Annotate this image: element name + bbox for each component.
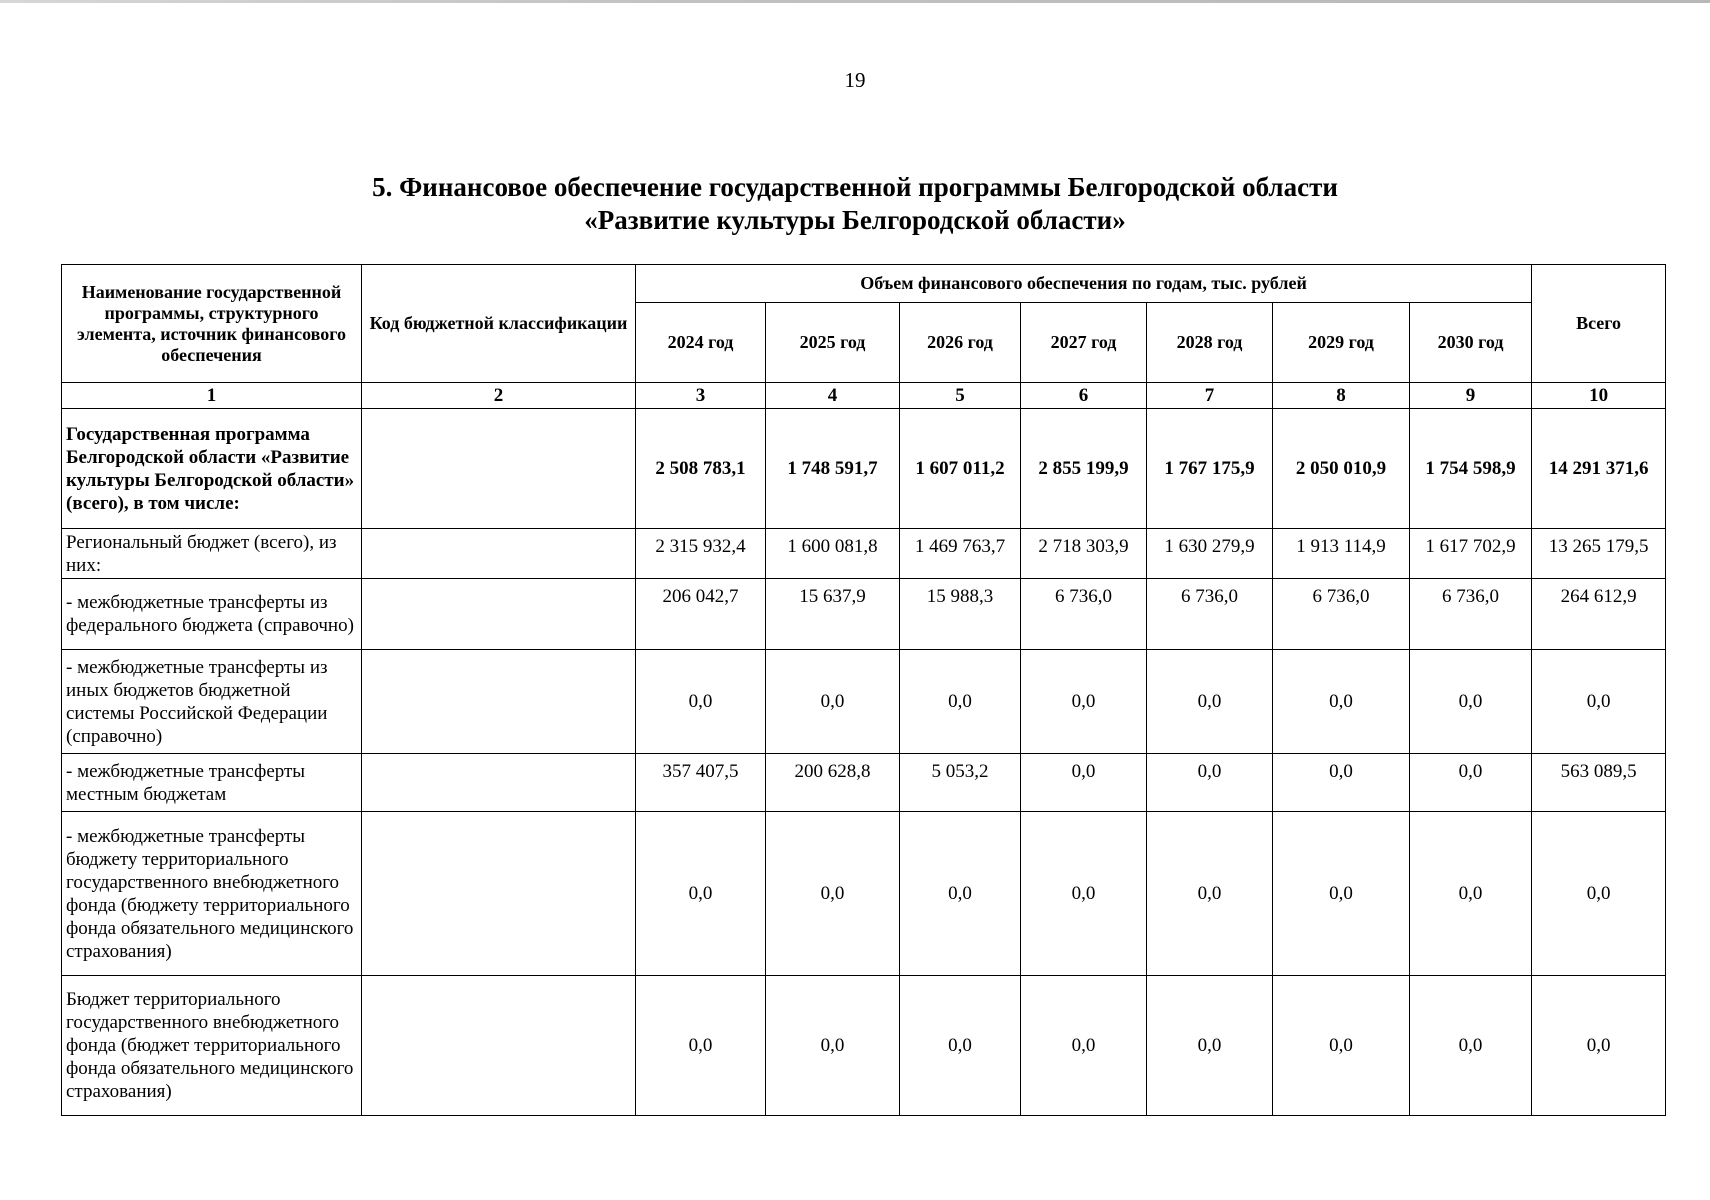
header-name-cell: Наименование государственной программы, структурного элемента, источник финансового обеспечения [62,265,362,383]
row-value-cell: 1 754 598,9 [1410,409,1532,529]
row-code-cell [362,579,636,650]
row-total-cell: 563 089,5 [1532,754,1666,812]
column-number-cell: 1 [62,383,362,409]
table-row [62,976,1666,1116]
row-name-cell: - межбюджетные трансферты из иных бюджетов бюджетной системы Российской Федерации (справочно) [62,650,362,754]
row-value-cell: 0,0 [1273,754,1410,812]
row-value-cell: 0,0 [1273,650,1410,754]
row-code-cell [362,976,636,1116]
row-value-cell: 0,0 [1147,754,1273,812]
column-number-cell: 7 [1147,383,1273,409]
table-row [62,529,1666,579]
row-code-cell [362,409,636,529]
header-year-cell: 2026 год [900,303,1021,383]
row-value-cell: 0,0 [900,812,1021,976]
row-total-cell: 0,0 [1532,650,1666,754]
row-total-cell: 0,0 [1532,812,1666,976]
financing-table [61,264,1666,1116]
row-code-cell [362,812,636,976]
row-value-cell: 2 718 303,9 [1021,529,1147,579]
row-value-cell: 1 617 702,9 [1410,529,1532,579]
row-value-cell: 200 628,8 [766,754,900,812]
row-value-cell: 0,0 [1021,650,1147,754]
row-value-cell: 0,0 [1410,976,1532,1116]
row-code-cell [362,529,636,579]
row-value-cell: 1 607 011,2 [900,409,1021,529]
row-value-cell: 15 988,3 [900,579,1021,650]
row-code-cell [362,754,636,812]
row-value-cell: 1 630 279,9 [1147,529,1273,579]
row-value-cell: 2 508 783,1 [636,409,766,529]
column-number-cell: 9 [1410,383,1532,409]
row-value-cell: 0,0 [766,976,900,1116]
row-value-cell: 6 736,0 [1021,579,1147,650]
table-row [62,409,1666,529]
row-value-cell: 0,0 [1273,976,1410,1116]
row-value-cell: 2 315 932,4 [636,529,766,579]
column-number-cell: 4 [766,383,900,409]
row-value-cell: 0,0 [636,650,766,754]
row-value-cell: 1 469 763,7 [900,529,1021,579]
row-value-cell: 0,0 [1410,754,1532,812]
column-number-cell: 5 [900,383,1021,409]
section-title-line-2: «Развитие культуры Белгородской области» [584,205,1126,235]
row-name-cell: - межбюджетные трансферты из федерального бюджета (справочно) [62,579,362,650]
table-row [62,754,1666,812]
row-total-cell: 0,0 [1532,976,1666,1116]
row-value-cell: 0,0 [900,650,1021,754]
column-number-cell: 10 [1532,383,1666,409]
column-number-cell: 6 [1021,383,1147,409]
row-value-cell: 0,0 [766,812,900,976]
header-total-cell: Всего [1532,265,1666,383]
header-year-cell: 2030 год [1410,303,1532,383]
header-year-cell: 2024 год [636,303,766,383]
row-name-cell: - межбюджетные трансферты бюджету территориального государственного внебюджетного фонда (бюджету территориального фонда обязательного медицинского страхования) [62,812,362,976]
row-value-cell: 5 053,2 [900,754,1021,812]
row-value-cell: 0,0 [1410,650,1532,754]
row-value-cell: 1 767 175,9 [1147,409,1273,529]
header-year-cell: 2028 год [1147,303,1273,383]
row-value-cell: 0,0 [636,812,766,976]
row-value-cell: 0,0 [1147,976,1273,1116]
row-value-cell: 6 736,0 [1273,579,1410,650]
row-name-cell: Государственная программа Белгородской области «Развитие культуры Белгородской области» (всего), в том числе: [62,409,362,529]
row-value-cell: 6 736,0 [1147,579,1273,650]
row-name-cell: Региональный бюджет (всего), из них: [62,529,362,579]
row-total-cell: 13 265 179,5 [1532,529,1666,579]
row-name-cell: Бюджет территориального государственного внебюджетного фонда (бюджет территориального фонда обязательного медицинского страхования) [62,976,362,1116]
row-total-cell: 264 612,9 [1532,579,1666,650]
row-name-cell: - межбюджетные трансферты местным бюджетам [62,754,362,812]
header-year-cell: 2029 год [1273,303,1410,383]
row-value-cell: 2 855 199,9 [1021,409,1147,529]
row-value-cell: 1 913 114,9 [1273,529,1410,579]
table-row [62,812,1666,976]
row-value-cell: 0,0 [1021,754,1147,812]
header-volume-cell: Объем финансового обеспечения по годам, тыс. рублей [636,265,1532,303]
row-value-cell: 0,0 [900,976,1021,1116]
row-value-cell: 0,0 [1147,650,1273,754]
table-row [62,650,1666,754]
table-row [62,579,1666,650]
row-total-cell: 14 291 371,6 [1532,409,1666,529]
row-value-cell: 0,0 [1410,812,1532,976]
header-code-cell: Код бюджетной классификации [362,265,636,383]
row-code-cell [362,650,636,754]
header-year-cell: 2027 год [1021,303,1147,383]
row-value-cell: 2 050 010,9 [1273,409,1410,529]
row-value-cell: 1 748 591,7 [766,409,900,529]
section-title-line-1: 5. Финансовое обеспечение государственной программы Белгородской области [372,172,1338,202]
row-value-cell: 6 736,0 [1410,579,1532,650]
row-value-cell: 0,0 [766,650,900,754]
row-value-cell: 0,0 [1021,812,1147,976]
row-value-cell: 15 637,9 [766,579,900,650]
page-number: 19 [844,68,866,92]
column-number-cell: 8 [1273,383,1410,409]
column-number-row [62,383,1666,409]
row-value-cell: 206 042,7 [636,579,766,650]
section-title [0,171,1710,237]
row-value-cell: 0,0 [1273,812,1410,976]
column-number-cell: 3 [636,383,766,409]
row-value-cell: 357 407,5 [636,754,766,812]
row-value-cell: 0,0 [1021,976,1147,1116]
table-header-row-1 [62,265,1666,303]
header-year-cell: 2025 год [766,303,900,383]
row-value-cell: 0,0 [636,976,766,1116]
scan-edge-line [0,0,1710,3]
row-value-cell: 1 600 081,8 [766,529,900,579]
column-number-cell: 2 [362,383,636,409]
row-value-cell: 0,0 [1147,812,1273,976]
